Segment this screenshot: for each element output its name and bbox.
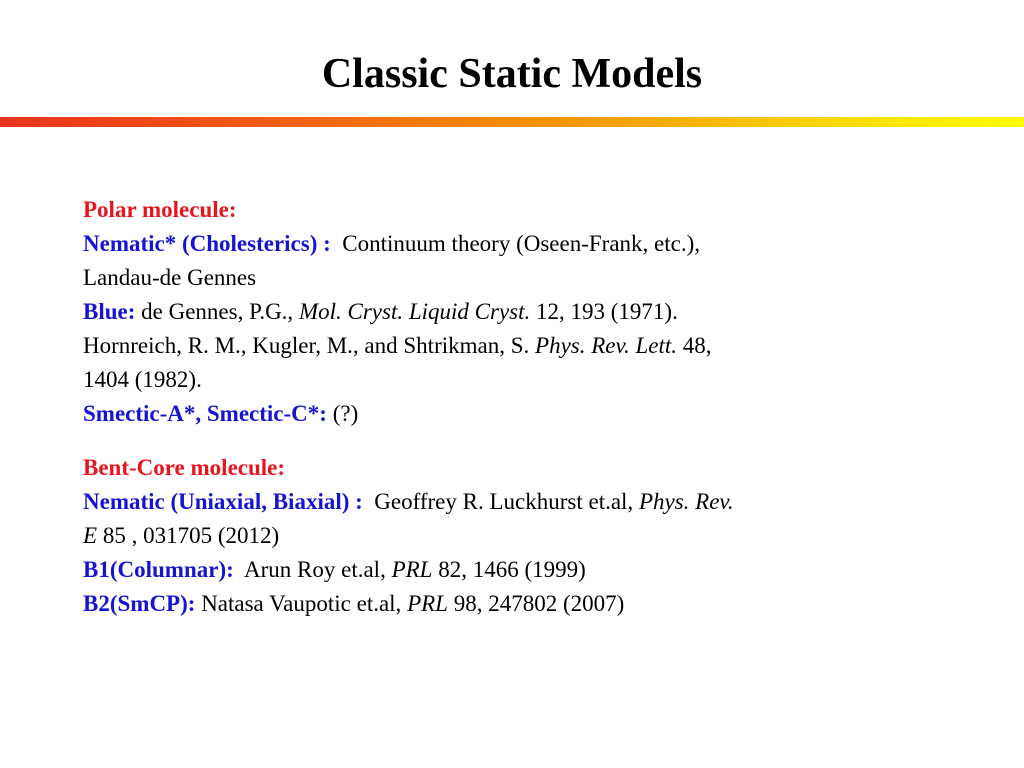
blue-ref2-vol: 48, bbox=[682, 333, 712, 358]
bentcore-b2-authors: Natasa Vaupotic et.al, bbox=[201, 591, 402, 616]
polar-smectic-line bbox=[83, 397, 903, 431]
blue-ref2-journal: Phys. Rev. Lett. bbox=[535, 333, 678, 358]
blue-ref2-line bbox=[83, 329, 903, 363]
polar-molecule-section bbox=[83, 193, 903, 431]
bentcore-b1-label: B1(Columnar): bbox=[83, 557, 234, 582]
bentcore-nematic-journal-2: E bbox=[83, 523, 98, 548]
bentcore-b2-journal: PRL bbox=[407, 591, 448, 616]
bentcore-b2-cite: 98, 247802 (2007) bbox=[453, 591, 625, 616]
polar-heading: Polar molecule: bbox=[83, 197, 237, 222]
polar-blue-label: Blue: bbox=[83, 299, 136, 324]
polar-nematic-line-2: Landau-de Gennes bbox=[83, 265, 257, 290]
slide-title: Classic Static Models bbox=[321, 51, 703, 97]
bentcore-nematic-journal: Phys. Rev. bbox=[638, 489, 734, 514]
bent-core-section bbox=[83, 451, 903, 621]
bentcore-b1-journal: PRL bbox=[391, 557, 433, 582]
bentcore-heading: Bent-Core molecule: bbox=[83, 455, 286, 480]
blue-ref1-journal: Mol. Cryst. Liquid Cryst. bbox=[298, 299, 531, 324]
bentcore-b1-cite: 82, 1466 (1999) bbox=[438, 557, 586, 582]
blue-ref1-authors: de Gennes, P.G., bbox=[141, 299, 294, 324]
bentcore-nematic-cite: 85 , 031705 (2012) bbox=[102, 523, 280, 548]
bentcore-nematic-label: Nematic (Uniaxial, Biaxial) : bbox=[83, 489, 363, 514]
title-gradient-rule bbox=[0, 117, 1024, 127]
bentcore-nematic-line-2 bbox=[83, 519, 903, 553]
polar-nematic-text: Continuum theory (Oseen-Frank, etc.), bbox=[342, 231, 700, 256]
polar-smectic-text: (?) bbox=[332, 401, 359, 426]
blue-ref2-cite: 1404 (1982). bbox=[83, 367, 202, 392]
polar-nematic-label: Nematic* (Cholesterics) : bbox=[83, 231, 331, 256]
bentcore-nematic-line bbox=[83, 485, 903, 519]
blue-ref1-cite: 12, 193 (1971). bbox=[536, 299, 678, 324]
bentcore-b1-line bbox=[83, 553, 903, 587]
slide-body bbox=[83, 193, 903, 621]
bentcore-b2-line bbox=[83, 587, 903, 621]
bentcore-nematic-authors: Geoffrey R. Luckhurst et.al, bbox=[374, 489, 634, 514]
bentcore-b2-label: B2(SmCP): bbox=[83, 591, 196, 616]
bentcore-b1-authors: Arun Roy et.al, bbox=[244, 557, 386, 582]
polar-smectic-label: Smectic-A*, Smectic-C*: bbox=[83, 401, 327, 426]
polar-nematic-line bbox=[83, 227, 903, 261]
polar-blue-line bbox=[83, 295, 903, 329]
blue-ref2-authors: Hornreich, R. M., Kugler, M., and Shtrikman, S. bbox=[83, 333, 530, 358]
